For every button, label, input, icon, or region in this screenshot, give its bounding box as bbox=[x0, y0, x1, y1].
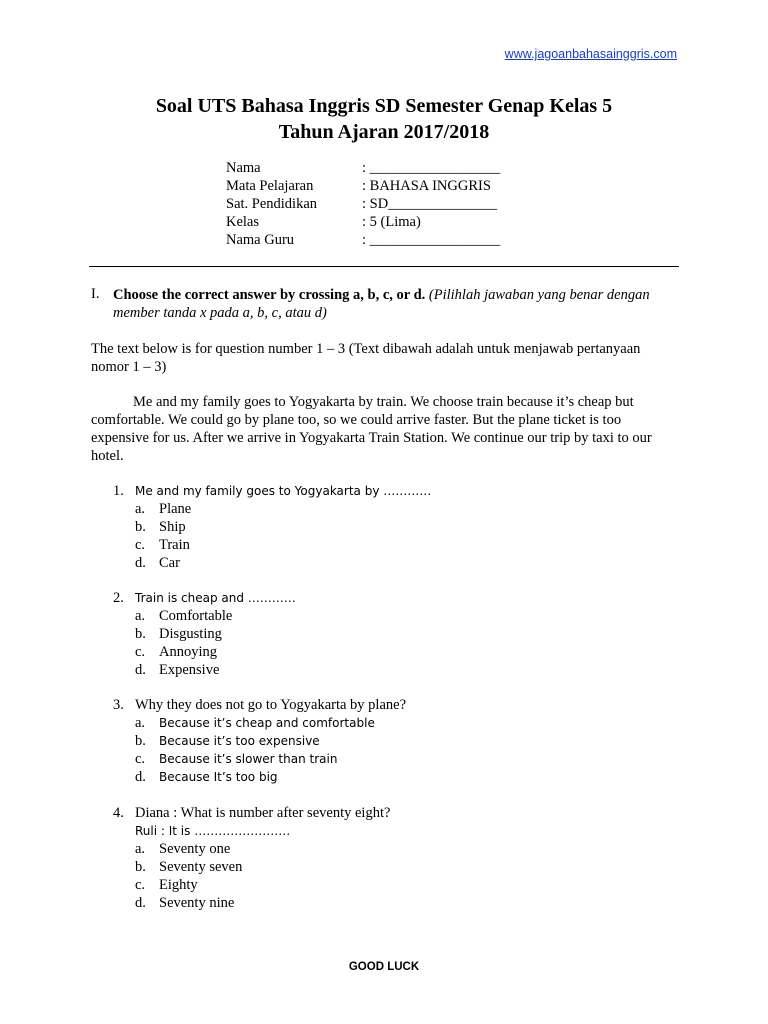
option-c[interactable] bbox=[113, 876, 390, 894]
option-text: Annoying bbox=[159, 644, 217, 660]
page-subtitle: Tahun Ajaran 2017/2018 bbox=[278, 121, 490, 143]
option-d[interactable] bbox=[113, 554, 431, 572]
option-b[interactable] bbox=[113, 858, 390, 876]
question-number: 4. bbox=[113, 805, 124, 821]
option-d[interactable] bbox=[113, 661, 296, 679]
question-line bbox=[113, 589, 296, 607]
option-c[interactable] bbox=[113, 750, 406, 768]
option-c[interactable] bbox=[113, 643, 296, 661]
option-a[interactable] bbox=[113, 500, 431, 518]
option-text: Seventy nine bbox=[159, 895, 235, 911]
option-text: Because It’s too big bbox=[159, 770, 278, 784]
option-letter: a. bbox=[135, 715, 146, 731]
info-label: Sat. Pendidikan bbox=[226, 196, 318, 212]
question-text: Me and my family goes to Yogyakarta by ………… bbox=[135, 484, 432, 498]
question-1 bbox=[113, 482, 431, 572]
option-text: Because it’s cheap and comfortable bbox=[159, 716, 375, 730]
option-text: Car bbox=[159, 555, 180, 571]
question-text: Diana : What is number after seventy eight? bbox=[135, 805, 391, 821]
info-row-sat-pendidikan bbox=[226, 195, 500, 213]
info-row-mata-pelajaran bbox=[226, 177, 500, 195]
option-text: Because it’s slower than train bbox=[159, 752, 338, 766]
website-link[interactable]: www.jagoanbahasainggris.com bbox=[504, 47, 677, 61]
option-a[interactable] bbox=[113, 607, 296, 625]
option-letter: d. bbox=[135, 895, 146, 911]
question-line bbox=[113, 804, 390, 822]
option-text: Plane bbox=[159, 501, 192, 517]
question-number: 1. bbox=[113, 483, 124, 499]
info-label: Nama bbox=[226, 160, 261, 176]
option-letter: b. bbox=[135, 733, 146, 749]
option-letter: d. bbox=[135, 555, 146, 571]
option-letter: b. bbox=[135, 519, 146, 535]
section-instruction bbox=[113, 286, 683, 322]
option-letter: b. bbox=[135, 859, 146, 875]
option-letter: a. bbox=[135, 608, 146, 624]
option-text: Disgusting bbox=[159, 626, 222, 642]
info-row-nama bbox=[226, 159, 500, 177]
info-label: Mata Pelajaran bbox=[226, 178, 314, 194]
question-line bbox=[113, 696, 406, 714]
info-row-kelas bbox=[226, 213, 500, 231]
question-4 bbox=[113, 804, 390, 912]
option-a[interactable] bbox=[113, 840, 390, 858]
reading-passage: Me and my family goes to Yogyakarta by train. We choose train because it’s cheap but comfortable. We could go by plane too, so we could arrive faster. But the plane ticket is too expensive for us. After we arrive in Yogyakarta Train Station. We continue our trip by taxi to our hotel. bbox=[91, 394, 652, 464]
option-text: Ship bbox=[159, 519, 186, 535]
info-value: : __________________ bbox=[362, 160, 501, 176]
option-letter: c. bbox=[135, 644, 146, 660]
option-letter: c. bbox=[135, 877, 146, 893]
option-letter: b. bbox=[135, 626, 146, 642]
option-d[interactable] bbox=[113, 768, 406, 786]
option-letter: a. bbox=[135, 501, 146, 517]
section-number: I. bbox=[91, 286, 100, 302]
option-text: Train bbox=[159, 537, 190, 553]
option-text: Because it’s too expensive bbox=[159, 734, 320, 748]
option-text: Eighty bbox=[159, 877, 198, 893]
info-label: Kelas bbox=[226, 214, 260, 230]
question-number: 3. bbox=[113, 697, 124, 713]
info-label: Nama Guru bbox=[226, 232, 295, 248]
question-subline: Ruli : It is …………………… bbox=[135, 824, 291, 838]
question-3 bbox=[113, 696, 406, 786]
student-info bbox=[226, 159, 500, 249]
instruction-bold: Choose the correct answer by crossing a, b, c, or d. bbox=[113, 287, 426, 303]
question-line bbox=[113, 482, 431, 500]
option-letter: c. bbox=[135, 751, 146, 767]
instruction-italic: (Pilihlah jawaban yang benar dengan member tanda x pada a, b, c, atau d) bbox=[113, 287, 650, 321]
option-text: Expensive bbox=[159, 662, 220, 678]
question-number: 2. bbox=[113, 590, 124, 606]
question-text: Train is cheap and ………… bbox=[135, 591, 296, 605]
info-value: : __________________ bbox=[362, 232, 501, 248]
option-text: Seventy one bbox=[159, 841, 231, 857]
option-letter: d. bbox=[135, 769, 146, 785]
info-row-nama-guru bbox=[226, 231, 500, 249]
question-2 bbox=[113, 589, 296, 679]
option-b[interactable] bbox=[113, 518, 431, 536]
option-letter: a. bbox=[135, 841, 146, 857]
page-title: Soal UTS Bahasa Inggris SD Semester Genap Kelas 5 bbox=[155, 95, 613, 117]
option-d[interactable] bbox=[113, 894, 390, 912]
option-c[interactable] bbox=[113, 536, 431, 554]
option-letter: d. bbox=[135, 662, 146, 678]
footer-text: GOOD LUCK bbox=[348, 961, 420, 973]
option-text: Comfortable bbox=[159, 608, 233, 624]
option-a[interactable] bbox=[113, 714, 406, 732]
option-letter: c. bbox=[135, 537, 146, 553]
divider bbox=[89, 266, 679, 267]
option-b[interactable] bbox=[113, 732, 406, 750]
info-value: : 5 (Lima) bbox=[362, 214, 421, 230]
info-value: : BAHASA INGGRIS bbox=[362, 178, 491, 194]
passage-intro: The text below is for question number 1 – 3 (Text dibawah adalah untuk menjawab pertanyaan nomor 1 – 3) bbox=[91, 341, 641, 375]
question-text: Why they does not go to Yogyakarta by plane? bbox=[135, 697, 407, 713]
option-b[interactable] bbox=[113, 625, 296, 643]
info-value: : SD_______________ bbox=[362, 196, 497, 212]
option-text: Seventy seven bbox=[159, 859, 243, 875]
